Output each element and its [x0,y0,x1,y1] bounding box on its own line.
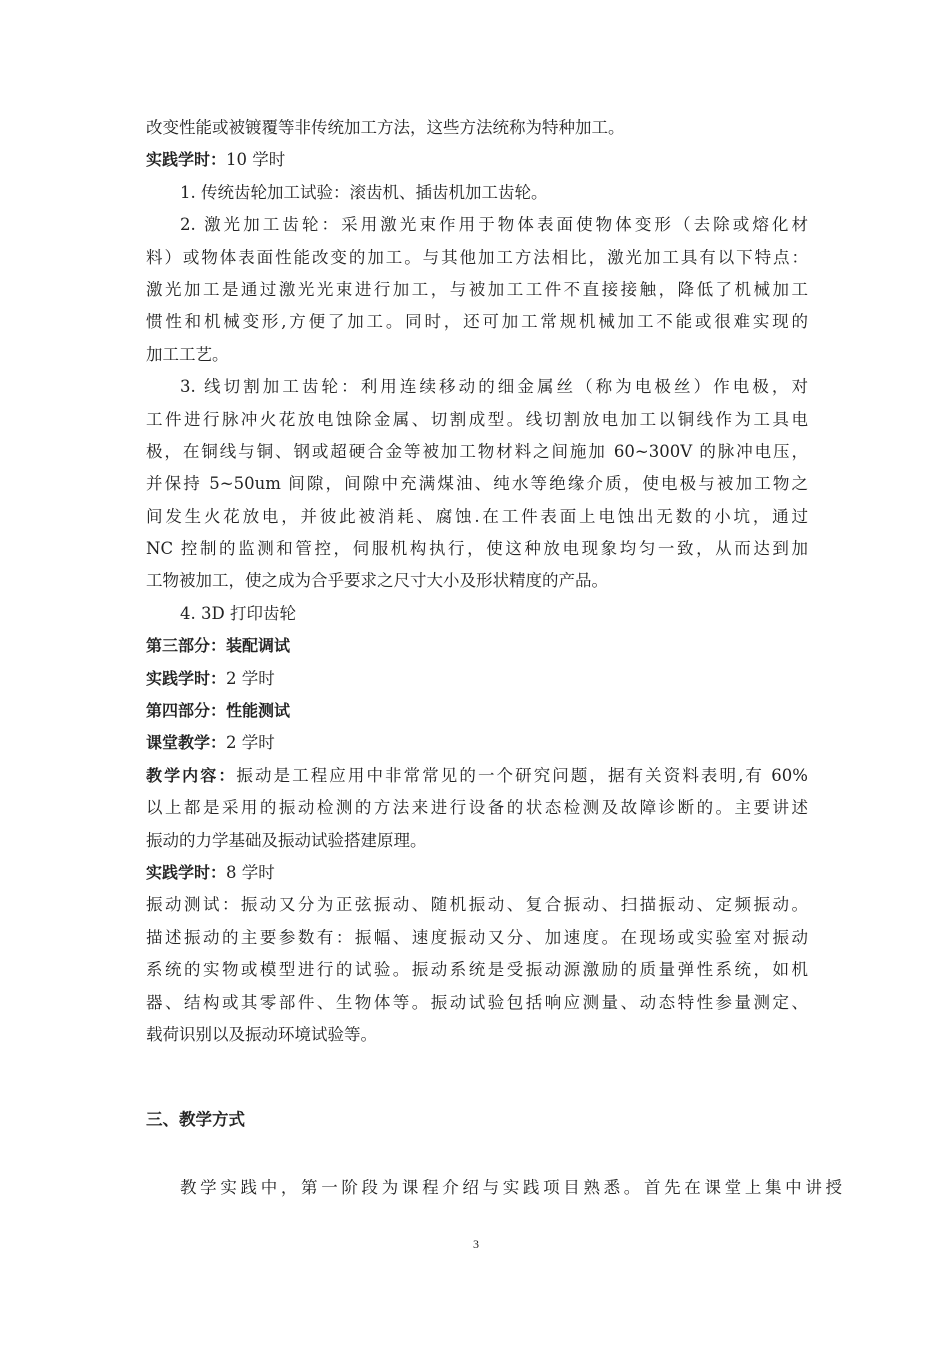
bold-label: 教学内容： [146,765,237,785]
text-line: 振动的力学基础及振动试验搭建原理。 [146,830,427,850]
text-line: 器、结构或其零部件、生物体等。振动试验包括响应测量、动态特性参量测定、 [146,992,808,1012]
text-line [146,663,808,695]
label-value: 2 学时 [226,668,275,688]
paragraph-teaching-method: 教学实践中，第一阶段为课程介绍与实践项目熟悉。首先在课堂上集中讲授 [180,1178,842,1197]
body-text [146,112,808,1051]
text-line: 2. 激光加工齿轮：采用激光束作用于物体表面使物体变形（去除或熔化材 [180,215,808,235]
text-line: 3. 线切割加工齿轮：利用连续移动的细金属丝（称为电极丝）作电极，对 [180,377,808,397]
text-line: 1. 传统齿轮加工试验：滚齿机、插齿机加工齿轮。 [180,182,548,202]
label-value: 振动是工程应用中非常常见的一个研究问题，据有关资料表明,有 60% [236,765,808,785]
text-line: 描述振动的主要参数有：振幅、速度振动又分、加速度。在现场或实验室对振动 [146,927,808,947]
label-value: 8 学时 [226,862,275,882]
text-line: 间发生火花放电，并彼此被消耗、腐蚀.在工件表面上电蚀出无数的小坑，通过 [146,506,808,526]
bold-label: 实践学时： [146,862,227,882]
text-line: 加工工艺。 [146,344,229,364]
text-line: 工件进行脉冲火花放电蚀除金属、切割成型。线切割放电加工以铜线作为工具电 [146,409,808,429]
bold-label: 第四部分：性能测试 [146,701,291,721]
text-line: 4. 3D 打印齿轮 [180,603,296,623]
label-value: 2 学时 [226,733,275,753]
text-line [146,727,808,759]
text-line: 激光加工是通过激光光束进行加工，与被加工工件不直接接触，降低了机械加工 [146,279,808,299]
bold-label: 第三部分：装配调试 [146,636,291,656]
section-heading: 三、教学方式 [146,1110,245,1129]
text-line [146,630,808,662]
text-line: 极，在铜线与铜、钢或超硬合金等被加工物材料之间施加 60~300V 的脉冲电压， [146,441,808,461]
bold-label: 课堂教学： [146,733,227,753]
text-line [146,695,808,727]
text-line [146,760,808,792]
text-line: 振动测试：振动又分为正弦振动、随机振动、复合振动、扫描振动、定频振动。 [146,895,808,915]
text-line: 载荷识别以及振动环境试验等。 [146,1024,377,1044]
bold-label: 实践学时： [146,150,227,170]
text-line: 并保持 5~50um 间隙，间隙中充满煤油、纯水等绝缘介质，使电极与被加工物之 [146,474,808,494]
text-line: NC 控制的监测和管控，伺服机构执行，使这种放电现象均匀一致，从而达到加 [146,539,808,559]
text-line: 以上都是采用的振动检测的方法来进行设备的状态检测及故障诊断的。主要讲述 [146,798,808,818]
label-value: 10 学时 [226,150,286,170]
bold-label: 实践学时： [146,668,227,688]
text-line [146,857,808,889]
page-number: 3 [473,1237,479,1251]
text-line: 系统的实物或模型进行的试验。振动系统是受振动源激励的质量弹性系统，如机 [146,960,808,980]
text-line: 改变性能或被镀覆等非传统加工方法，这些方法统称为特种加工。 [146,118,625,137]
text-line: 惯性和机械变形,方便了加工。同时，还可加工常规机械加工不能或很难实现的 [146,312,808,332]
text-line: 料）或物体表面性能改变的加工。与其他加工方法相比，激光加工具有以下特点： [146,247,808,267]
text-line [146,144,808,176]
text-line: 工物被加工，使之成为合乎要求之尺寸大小及形状精度的产品。 [146,571,608,591]
